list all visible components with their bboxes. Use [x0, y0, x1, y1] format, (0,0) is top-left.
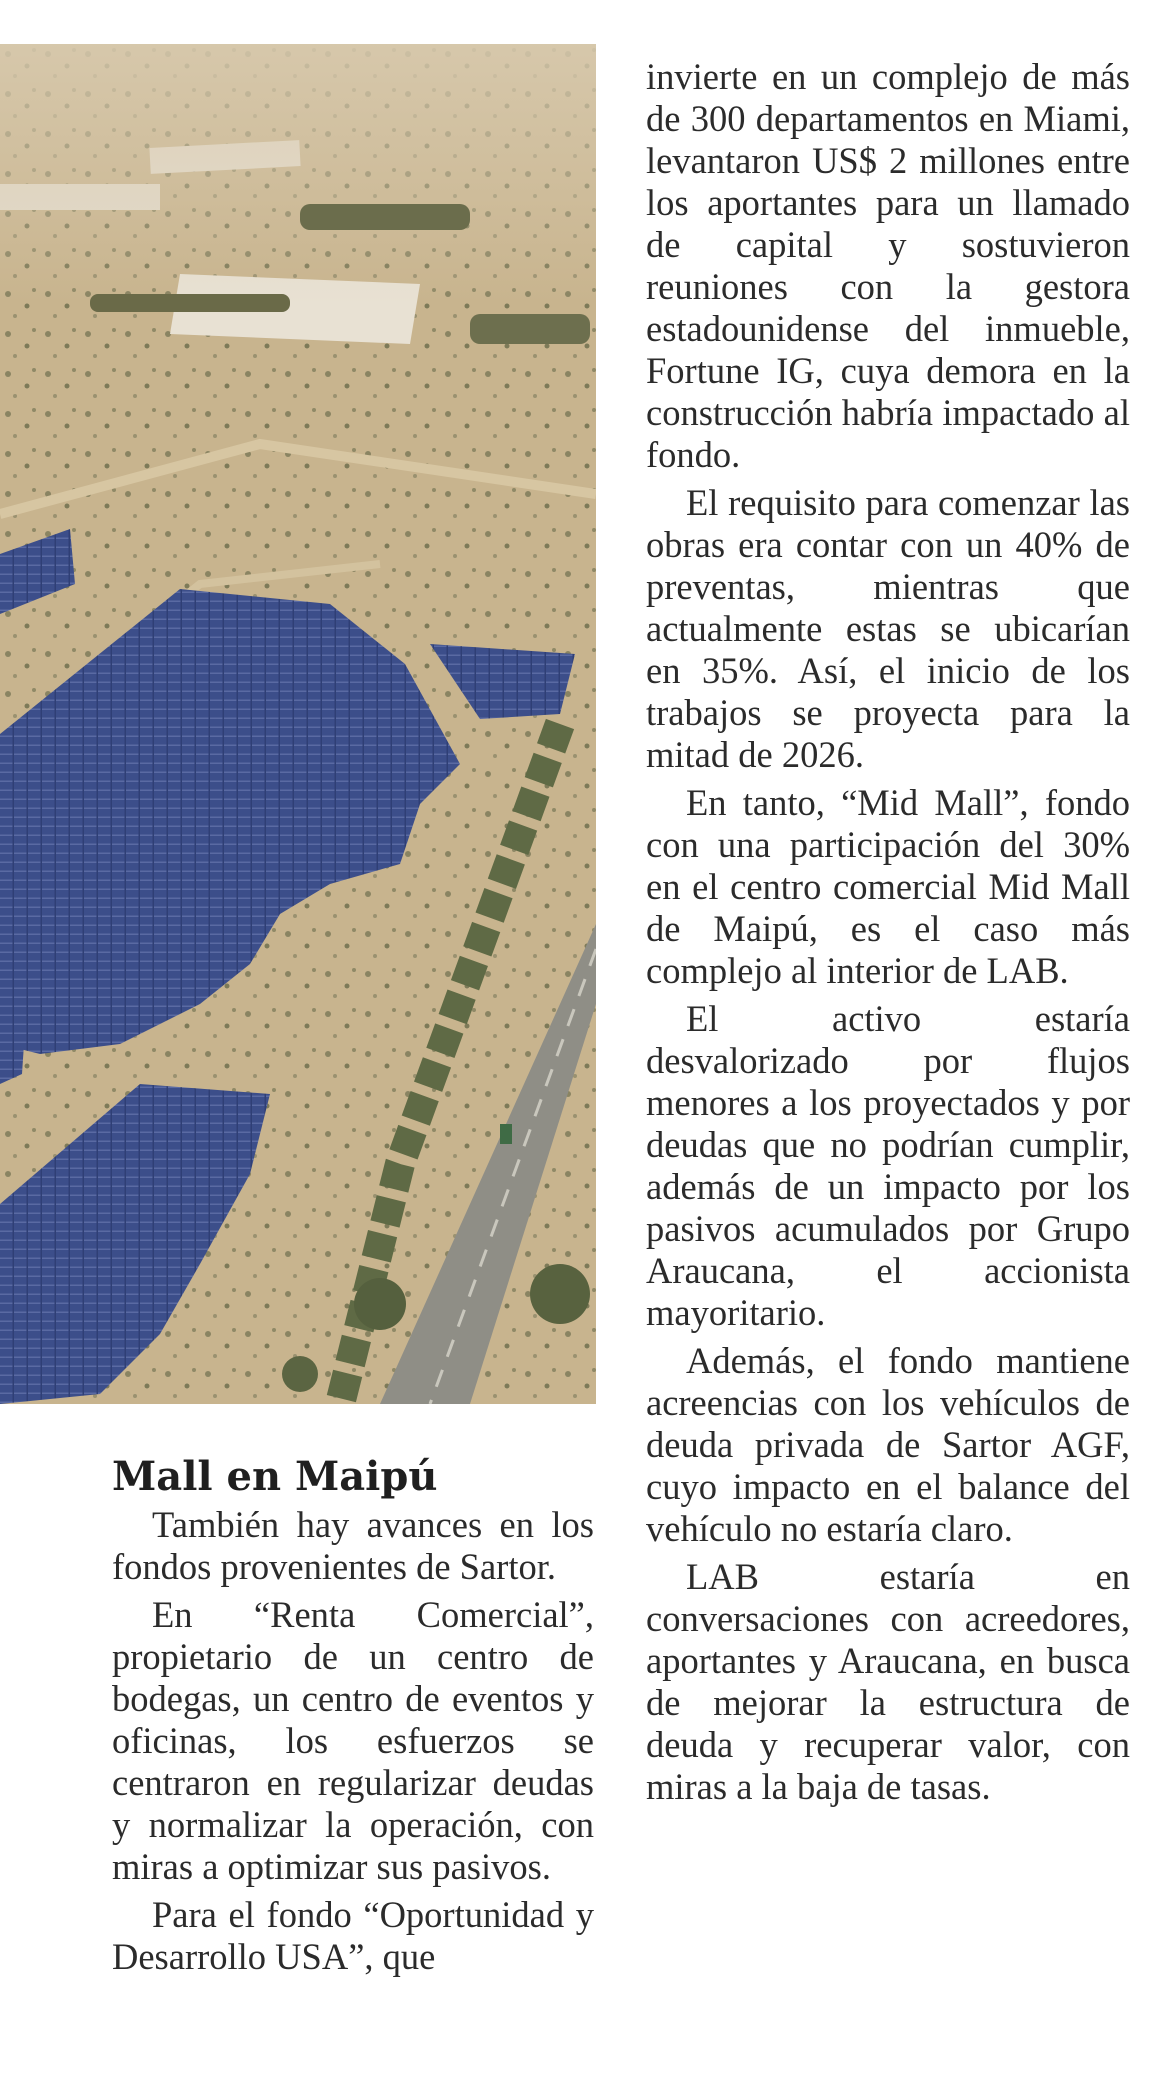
solar-plant-photo — [0, 44, 596, 1404]
paragraph: El activo estaría desvalorizado por flujos menores a los proyectados y por deudas que no podrían cumplir, además de un impacto por los pasivos acumulados por Grupo Araucana, el accionista mayoritario. — [646, 998, 1130, 1333]
paragraph: El requisito para comenzar las obras era contar con un 40% de preventas, mientras que actualmente estas se ubicarían en 35%. Así, el inicio de los trabajos se proyecta para la mitad de 2026. — [646, 482, 1130, 775]
paragraph: En tanto, “Mid Mall”, fondo con una participación del 30% en el centro comercial Mid Mall de Maipú, es el caso más complejo al interior de LAB. — [646, 782, 1130, 991]
article-column-left — [112, 1454, 594, 1984]
paragraph: En “Renta Comercial”, propietario de un centro de bodegas, un centro de eventos y oficinas, los esfuerzos se centraron en regularizar deudas y normalizar la operación, con miras a optimizar sus pasivos. — [112, 1594, 594, 1887]
article-column-right — [646, 56, 1130, 1814]
paragraph: Para el fondo “Oportunidad y Desarrollo USA”, que — [112, 1894, 594, 1977]
paragraph: Además, el fondo mantiene acreencias con los vehículos de deuda privada de Sartor AGF, cuyo impacto en el balance del vehículo no estaría claro. — [646, 1340, 1130, 1549]
paragraph: También hay avances en los fondos provenientes de Sartor. — [112, 1504, 594, 1587]
paragraph: LAB estaría en conversaciones con acreedores, aportantes y Araucana, en busca de mejorar la estructura de deuda y recuperar valor, con miras a la baja de tasas. — [646, 1556, 1130, 1807]
section-subhead: Mall en Maipú — [112, 1453, 438, 1500]
paragraph-continued: invierte en un complejo de más de 300 departamentos en Miami, levantaron US$ 2 millones entre los aportantes para un llamado de capital y sostuvieron reuniones con la gestora estadounidense del inmueble, Fortune IG, cuya demora en la construcción habría impactado al fondo. — [646, 56, 1130, 475]
